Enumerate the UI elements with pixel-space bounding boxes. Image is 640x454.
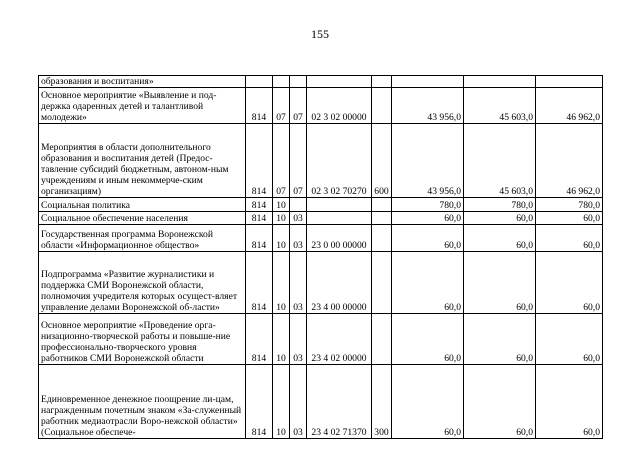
page-number: 155 — [311, 27, 329, 41]
table-row — [39, 212, 603, 225]
expense-type-code — [372, 198, 392, 212]
amount-year-2 — [464, 76, 536, 88]
section-code — [273, 76, 290, 88]
subsection-code: 03 — [290, 212, 307, 225]
table-row — [39, 314, 603, 365]
expense-type-code — [372, 252, 392, 314]
amount-year-1: 43 956,0 — [392, 124, 464, 198]
row-name: Основное мероприятие «Проведение орга-низационно-творческой работы и повыше-ние профессионально-творческого уровня работников СМИ Воронежской области — [39, 314, 246, 365]
amount-year-2: 60,0 — [464, 252, 536, 314]
target-article-code — [307, 76, 372, 88]
budget-table — [38, 75, 603, 439]
amount-year-3: 46 962,0 — [536, 88, 603, 124]
subsection-code: 03 — [290, 225, 307, 252]
expense-type-code — [372, 76, 392, 88]
table-body — [39, 76, 603, 439]
amount-year-3: 780,0 — [536, 198, 603, 212]
table-row — [39, 76, 603, 88]
amount-year-2: 45 603,0 — [464, 88, 536, 124]
amount-year-3: 60,0 — [536, 225, 603, 252]
amount-year-1: 780,0 — [392, 198, 464, 212]
amount-year-1: 43 956,0 — [392, 88, 464, 124]
amount-year-3: 46 962,0 — [536, 124, 603, 198]
target-article-code — [307, 212, 372, 225]
row-name: образования и воспитания» — [39, 76, 246, 88]
amount-year-1: 60,0 — [392, 225, 464, 252]
ved-code: 814 — [246, 124, 273, 198]
section-code: 10 — [273, 252, 290, 314]
row-name: Государственная программа Воронежской области «Информационное общество» — [39, 225, 246, 252]
table-row — [39, 252, 603, 314]
target-article-code: 23 4 02 71370 — [307, 365, 372, 439]
amount-year-2: 780,0 — [464, 198, 536, 212]
amount-year-3: 60,0 — [536, 212, 603, 225]
row-name: Основное мероприятие «Выявление и под-держка одаренных детей и талантливой молодежи» — [39, 88, 246, 124]
amount-year-2: 60,0 — [464, 314, 536, 365]
ved-code: 814 — [246, 252, 273, 314]
amount-year-3: 60,0 — [536, 365, 603, 439]
expense-type-code: 600 — [372, 124, 392, 198]
section-code: 10 — [273, 198, 290, 212]
section-code: 07 — [273, 124, 290, 198]
table-row — [39, 225, 603, 252]
target-article-code: 23 4 00 00000 — [307, 252, 372, 314]
amount-year-2: 45 603,0 — [464, 124, 536, 198]
ved-code: 814 — [246, 212, 273, 225]
amount-year-1: 60,0 — [392, 212, 464, 225]
amount-year-2: 60,0 — [464, 225, 536, 252]
section-code: 10 — [273, 225, 290, 252]
row-name: Подпрограмма «Развитие журналистики и поддержка СМИ Воронежской области, полномочия учредителя которых осущест-вляет управление делами Воронежской об-ласти» — [39, 252, 246, 314]
amount-year-3 — [536, 76, 603, 88]
section-code: 10 — [273, 314, 290, 365]
amount-year-2: 60,0 — [464, 365, 536, 439]
subsection-code: 03 — [290, 252, 307, 314]
row-name: Мероприятия в области дополнительного образования и воспитания детей (Предос-тавление субсидий бюджетным, автоном-ным учреждениям и иным некоммерче-ским организациям) — [39, 124, 246, 198]
target-article-code: 02 3 02 70270 — [307, 124, 372, 198]
amount-year-1: 60,0 — [392, 365, 464, 439]
row-name: Социальное обеспечение населения — [39, 212, 246, 225]
table-row — [39, 124, 603, 198]
row-name: Социальная политика — [39, 198, 246, 212]
subsection-code: 07 — [290, 124, 307, 198]
row-name: Единовременное денежное поощрение ли-цам, награжденным почетным знаком «За-служенный работник медиаотрасли Воро-нежской области» (Социальное обеспече- — [39, 365, 246, 439]
expense-type-code — [372, 212, 392, 225]
table-row — [39, 365, 603, 439]
subsection-code: 03 — [290, 365, 307, 439]
amount-year-1 — [392, 76, 464, 88]
ved-code: 814 — [246, 198, 273, 212]
ved-code: 814 — [246, 365, 273, 439]
amount-year-3: 60,0 — [536, 252, 603, 314]
table-row — [39, 198, 603, 212]
amount-year-3: 60,0 — [536, 314, 603, 365]
expense-type-code — [372, 88, 392, 124]
ved-code — [246, 76, 273, 88]
ved-code: 814 — [246, 88, 273, 124]
expense-type-code: 300 — [372, 365, 392, 439]
expense-type-code — [372, 314, 392, 365]
target-article-code: 23 4 02 00000 — [307, 314, 372, 365]
subsection-code — [290, 198, 307, 212]
amount-year-1: 60,0 — [392, 252, 464, 314]
target-article-code — [307, 198, 372, 212]
target-article-code: 23 0 00 00000 — [307, 225, 372, 252]
amount-year-1: 60,0 — [392, 314, 464, 365]
section-code: 10 — [273, 365, 290, 439]
ved-code: 814 — [246, 225, 273, 252]
expense-type-code — [372, 225, 392, 252]
subsection-code: 03 — [290, 314, 307, 365]
subsection-code: 07 — [290, 88, 307, 124]
target-article-code: 02 3 02 00000 — [307, 88, 372, 124]
table-row — [39, 88, 603, 124]
section-code: 10 — [273, 212, 290, 225]
ved-code: 814 — [246, 314, 273, 365]
subsection-code — [290, 76, 307, 88]
section-code: 07 — [273, 88, 290, 124]
amount-year-2: 60,0 — [464, 212, 536, 225]
